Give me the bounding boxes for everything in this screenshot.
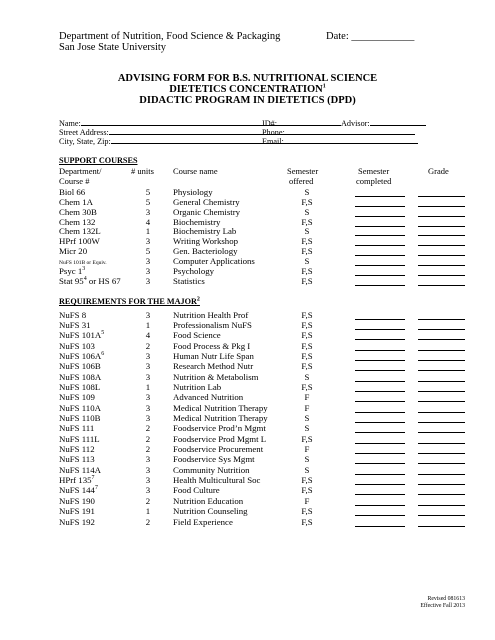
course-code: Chem 30B xyxy=(59,206,97,217)
course-code: NuFS 111 xyxy=(59,423,95,434)
course-name: Research Method Nutr xyxy=(173,361,254,372)
semester-offered: F,S xyxy=(301,361,313,372)
course-name: Nutrition Health Prof xyxy=(173,309,249,320)
street-address-field[interactable]: Street Address: xyxy=(59,127,302,138)
semester-offered: F,S xyxy=(301,475,313,486)
semester-offered: S xyxy=(304,226,310,237)
id-field[interactable]: ID#: Advisor: xyxy=(262,118,426,129)
course-code: NuFS 191 xyxy=(59,506,95,517)
semester-offered: F xyxy=(304,392,310,403)
course-units: 3 xyxy=(145,255,151,266)
university-name: San Jose State University xyxy=(59,42,167,53)
course-code: NuFS 114A xyxy=(59,464,101,475)
revised-date: Revised 081613 xyxy=(427,596,465,602)
course-row xyxy=(0,372,495,383)
course-code: NuFS 190 xyxy=(59,495,95,506)
course-units: 3 xyxy=(145,485,151,496)
semester-offered: S xyxy=(304,371,310,382)
course-code: NuFS 113 xyxy=(59,454,95,465)
course-units: 1 xyxy=(145,506,151,517)
course-units: 1 xyxy=(145,381,151,392)
course-name: Nutrition Counseling xyxy=(173,506,248,517)
course-units: 3 xyxy=(145,361,151,372)
semester-offered: S xyxy=(304,454,310,465)
effective-date: Effective Fall 2013 xyxy=(420,603,465,609)
semester-offered: F,S xyxy=(301,340,313,351)
course-name: Medical Nutrition Therapy xyxy=(173,402,268,413)
course-row xyxy=(0,423,495,434)
course-row xyxy=(0,444,495,455)
semester-offered: F,S xyxy=(301,381,313,392)
course-row xyxy=(0,361,495,372)
course-code: NuFS 31 xyxy=(59,319,91,330)
course-units: 2 xyxy=(145,433,151,444)
course-name: Physiology xyxy=(173,187,213,197)
course-units: 3 xyxy=(145,464,151,475)
course-row xyxy=(0,506,495,517)
form-subtitle-program: DIDACTIC PROGRAM IN DIETETICS (DPD) xyxy=(139,95,356,106)
col-semester-offered-1: Semester xyxy=(287,166,319,176)
course-name: Foodservice Procurement xyxy=(173,444,264,455)
course-name: Field Experience xyxy=(173,516,233,527)
form-title: ADVISING FORM FOR B.S. NUTRITIONAL SCIENCE xyxy=(117,73,378,84)
course-units: 1 xyxy=(145,319,151,330)
course-code: Biol 66 xyxy=(59,187,86,197)
course-row xyxy=(0,403,495,414)
course-code: NuFS 111L xyxy=(59,433,100,444)
semester-offered: F xyxy=(304,444,310,455)
course-name: Nutrition Education xyxy=(173,495,244,506)
course-row xyxy=(0,341,495,352)
course-code: Stat $95^4$ or HS 67 xyxy=(59,275,121,286)
grade-blank[interactable] xyxy=(418,285,465,286)
course-row xyxy=(0,485,495,496)
course-name: Psychology xyxy=(173,265,215,276)
course-name: Nutrition Lab xyxy=(173,381,222,392)
semester-offered: F,S xyxy=(301,516,313,527)
course-units: 3 xyxy=(145,371,151,382)
course-units: 5 xyxy=(145,196,151,207)
semester-offered: F,S xyxy=(301,236,313,247)
course-code: NuFS 192 xyxy=(59,516,95,527)
course-units: 3 xyxy=(145,236,151,247)
course-name: Biochemistry Lab xyxy=(173,226,237,237)
semester-offered: S xyxy=(304,206,310,217)
semester-offered: F,S xyxy=(301,196,313,207)
col-units: # units xyxy=(131,166,154,176)
col-semester-completed-1: Semester xyxy=(358,166,390,176)
col-semester-completed-2: completed xyxy=(356,176,392,186)
course-row xyxy=(0,392,495,403)
course-code: NuFS $106A^6$ xyxy=(59,350,105,361)
course-code: NuFS $144^7$ xyxy=(59,485,98,496)
course-name: Advanced Nutrition xyxy=(173,392,244,403)
course-code: HPrf $135^7$ xyxy=(59,475,95,486)
course-name: Writing Workshop xyxy=(173,236,238,247)
course-name: Foodservice Prod Mgmt L xyxy=(173,433,267,444)
course-units: 3 xyxy=(145,454,151,465)
semester-offered: F,S xyxy=(301,216,313,227)
course-name: Community Nutrition xyxy=(173,464,250,475)
course-row xyxy=(0,496,495,507)
course-name: Food Culture xyxy=(173,485,220,496)
semester-offered: S xyxy=(304,255,310,266)
course-name: Biochemistry xyxy=(173,216,221,227)
course-name: Health Multicultural Soc xyxy=(173,475,261,486)
course-name: Computer Applications xyxy=(173,255,255,266)
course-units: 3 xyxy=(145,275,151,286)
course-name: Food Science xyxy=(173,330,221,341)
course-code: NuFS 101B or Equiv. xyxy=(59,259,107,266)
semester-offered: S xyxy=(304,187,310,197)
date-field[interactable]: Date: ____________ xyxy=(326,31,415,42)
course-code: NuFS 8 xyxy=(59,309,87,320)
course-units: 3 xyxy=(145,206,151,217)
semester-completed-blank[interactable] xyxy=(355,285,405,286)
support-courses-heading: SUPPORT COURSES xyxy=(59,156,138,165)
course-units: 3 xyxy=(145,265,151,276)
course-units: 4 xyxy=(145,216,151,227)
course-row xyxy=(0,382,495,393)
course-code: NuFS 106B xyxy=(59,361,101,372)
city-state-zip-field[interactable]: City, State, Zip: xyxy=(59,136,302,147)
semester-offered: S xyxy=(304,413,310,423)
semester-offered: F,S xyxy=(301,433,313,444)
course-code: NuFS 103 xyxy=(59,340,95,351)
col-semester-offered-2: offered xyxy=(289,176,314,186)
course-code: NuFS $101A^5$ xyxy=(59,330,105,341)
major-requirements-heading: REQUIREMENTS FOR THE MAJOR$^2$ xyxy=(59,296,200,306)
course-units: 1 xyxy=(145,226,151,237)
course-code: NuFS 108L xyxy=(59,381,101,392)
course-units: 3 xyxy=(145,402,151,413)
form-subtitle-concentration: DIETETICS CONCENTRATION$^1$ xyxy=(169,83,326,95)
semester-offered: F xyxy=(304,495,310,506)
course-name: Gen. Bacteriology xyxy=(173,246,238,257)
semester-offered: S xyxy=(304,464,310,475)
semester-offered: F,S xyxy=(301,485,313,496)
course-units: 3 xyxy=(145,309,151,320)
course-row xyxy=(0,434,495,445)
course-name: Medical Nutrition Therapy xyxy=(173,413,268,423)
semester-offered: F,S xyxy=(301,350,313,361)
semester-offered: F,S xyxy=(301,330,313,341)
course-code: NuFS 109 xyxy=(59,392,95,403)
semester-completed-blank[interactable] xyxy=(355,526,405,527)
grade-blank[interactable] xyxy=(418,526,465,527)
course-code: NuFS 110B xyxy=(59,413,101,423)
course-units: 4 xyxy=(145,330,151,341)
semester-offered: F,S xyxy=(301,309,313,320)
course-units: 5 xyxy=(145,246,151,257)
course-units: 2 xyxy=(145,444,151,455)
course-name: Organic Chemistry xyxy=(173,206,241,217)
course-code: Chem 132 xyxy=(59,216,96,227)
course-units: 2 xyxy=(145,423,151,434)
semester-offered: S xyxy=(304,423,310,434)
col-dept: Department/ xyxy=(59,166,102,176)
semester-offered: F,S xyxy=(301,319,313,330)
course-row xyxy=(0,351,495,362)
course-row xyxy=(0,330,495,341)
col-grade: Grade xyxy=(428,166,449,176)
phone-field[interactable]: Phone: xyxy=(262,127,415,138)
department-name: Department of Nutrition, Food Science & Packaging xyxy=(59,31,281,42)
name-field[interactable]: Name: xyxy=(59,118,299,129)
course-units: 2 xyxy=(145,340,151,351)
semester-offered: F xyxy=(304,402,310,413)
course-units: 2 xyxy=(145,516,151,527)
course-code: NuFS 108A xyxy=(59,371,102,382)
course-row xyxy=(0,276,495,287)
course-units: 2 xyxy=(145,495,151,506)
course-units: 3 xyxy=(145,413,151,423)
course-code: HPrf 100W xyxy=(59,236,100,247)
semester-offered: F,S xyxy=(301,246,313,257)
course-row xyxy=(0,310,495,321)
course-row xyxy=(0,454,495,465)
semester-offered: F,S xyxy=(301,265,313,276)
email-field[interactable]: Email: xyxy=(262,136,418,147)
col-course-num: Course # xyxy=(59,176,90,186)
course-code: Psyc $1^3$ xyxy=(59,265,86,276)
course-code: NuFS 110A xyxy=(59,402,101,413)
course-row xyxy=(0,413,495,424)
course-name: Foodservice Prod’n Mgmt xyxy=(173,423,266,434)
course-code: Chem 132L xyxy=(59,226,101,237)
semester-offered: F,S xyxy=(301,275,313,286)
course-name: Human Nutr Life Span xyxy=(173,350,254,361)
course-name: Foodservice Sys Mgmt xyxy=(173,454,255,465)
course-name: Statistics xyxy=(173,275,205,286)
course-row xyxy=(0,475,495,486)
col-course-name: Course name xyxy=(173,166,218,176)
course-units: 3 xyxy=(145,392,151,403)
course-code: Micr 20 xyxy=(59,246,88,257)
course-name: Food Process & Pkg I xyxy=(173,340,251,351)
semester-offered: F,S xyxy=(301,506,313,517)
course-row xyxy=(0,517,495,528)
course-row xyxy=(0,320,495,331)
course-name: Nutrition & Metabolism xyxy=(173,371,259,382)
course-units: 5 xyxy=(145,187,151,197)
course-name: General Chemistry xyxy=(173,196,240,207)
course-code: Chem 1A xyxy=(59,196,93,207)
course-units: 3 xyxy=(145,350,151,361)
course-name: Professionalism NuFS xyxy=(173,319,252,330)
course-units: 3 xyxy=(145,475,151,486)
course-code: NuFS 112 xyxy=(59,444,95,455)
course-row xyxy=(0,465,495,476)
